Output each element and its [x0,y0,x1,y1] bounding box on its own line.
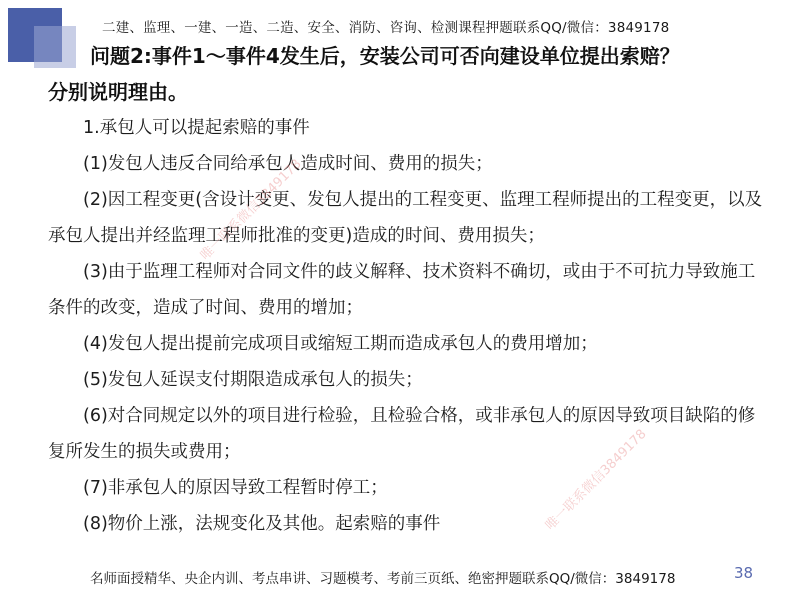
answer-content [48,110,768,542]
list-item: (7)非承包人的原因导致工程暂时停工； [83,478,388,498]
list-item: (1)发包人违反合同给承包人造成时间、费用的损失； [83,154,493,174]
list-item: (2)因工程变更(含设计变更、发包人提出的工程变更、监理工程师提出的工程变更，以及承包人提出并经监理工程师批准的变更)造成的时间、费用损失； [48,190,763,246]
decorative-square-light [34,26,76,68]
question-title-continuation: 分别说明理由。 [48,80,188,104]
list-item: (4)发包人提出提前完成项目或缩短工期而造成承包人的费用增加； [83,334,598,354]
top-contact-banner: 二建、监理、一建、一造、二造、安全、消防、咨询、检测课程押题联系QQ/微信：3849178 [102,20,670,36]
watermark: 唯一联系微信3849178 [197,156,305,264]
page-number: 38 [734,564,754,582]
watermark: 唯一联系微信3849178 [542,426,650,534]
section-heading: 1.承包人可以提起索赔的事件 [83,118,310,138]
bottom-contact-banner: 名师面授精华、央企内训、考点串讲、习题模考、考前三页纸、绝密押题联系QQ/微信：3849178 [90,571,676,587]
list-item: (8)物价上涨，法规变化及其他。起索赔的事件 [83,514,441,534]
question-title: 问题2:事件1～事件4发生后，安装公司可否向建设单位提出索赔？ [90,44,680,68]
list-item: (3)由于监理工程师对合同文件的歧义解释、技术资料不确切，或由于不可抗力导致施工条件的改变，造成了时间、费用的增加； [48,262,756,318]
list-item: (5)发包人延误支付期限造成承包人的损失； [83,370,423,390]
list-item: (6)对合同规定以外的项目进行检验，且检验合格，或非承包人的原因导致项目缺陷的修复所发生的损失或费用； [48,406,756,462]
